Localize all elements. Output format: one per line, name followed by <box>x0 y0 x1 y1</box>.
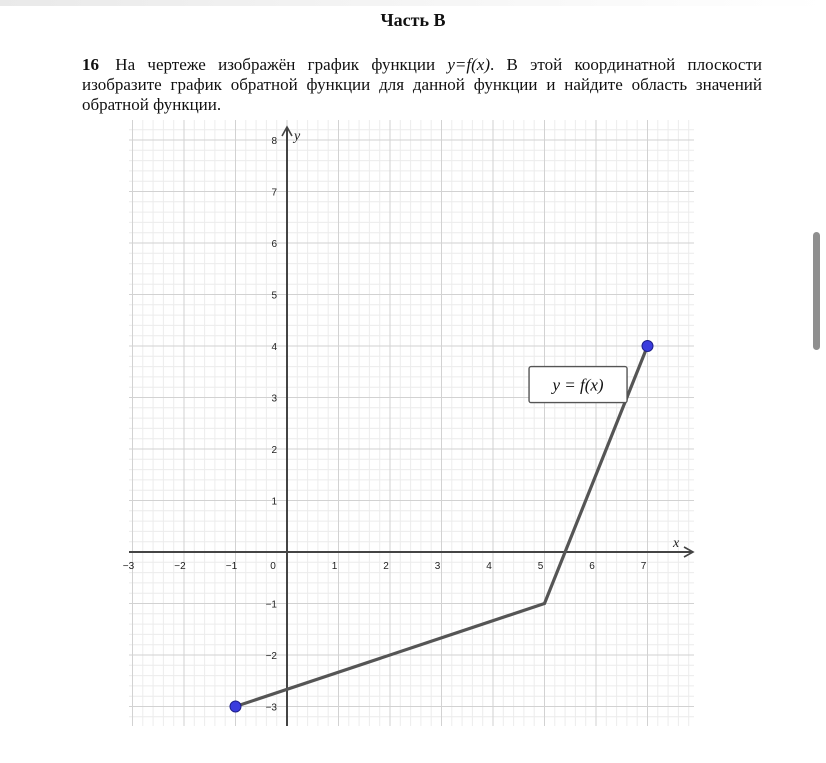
grid-minor <box>129 120 694 726</box>
y-tick-label: −1 <box>265 599 277 611</box>
x-tick-label: 3 <box>434 561 441 572</box>
problem-number: 16 <box>82 55 99 74</box>
endpoint-marker <box>642 341 653 352</box>
y-axis-label: y <box>294 129 301 144</box>
x-tick-label: −1 <box>225 561 238 572</box>
x-tick-label: −2 <box>174 561 186 572</box>
y-tick-label: 1 <box>271 496 277 508</box>
y-tick-label: 6 <box>271 239 277 250</box>
x-tick-label: 4 <box>486 561 492 572</box>
grid-major <box>129 120 694 726</box>
y-tick-label: 5 <box>271 290 277 302</box>
section-title: Часть В <box>380 10 446 30</box>
y-tick-label: −2 <box>265 651 277 662</box>
y-tick-label: 2 <box>271 445 277 456</box>
x-tick-label: 7 <box>640 561 647 572</box>
x-tick-label: 5 <box>537 561 544 572</box>
y-tick-label: −3 <box>265 702 277 714</box>
scrollbar-thumb[interactable] <box>813 232 820 350</box>
function-label-text: y = f(x) <box>552 375 604 395</box>
y-tick-label: 7 <box>271 187 277 199</box>
function-expression: y=f(x) <box>447 55 490 74</box>
y-tick-label: 4 <box>271 342 277 353</box>
y-tick-label: 8 <box>271 136 277 147</box>
x-tick-label: −3 <box>122 561 135 572</box>
problem-text-part2: . В этой координатной плоскости изобразите график обратной функции для данной функции и найдите область значений обратной функции. <box>82 55 762 114</box>
x-tick-label: 1 <box>331 561 338 572</box>
function-label <box>529 367 627 403</box>
y-tick-label: 3 <box>271 393 277 405</box>
x-axis-label: x <box>673 536 680 551</box>
x-tick-label: 6 <box>589 561 595 572</box>
x-tick-label: 0 <box>270 561 276 572</box>
problem-text-part1: На чертеже изображён график функции <box>115 55 448 74</box>
x-tick-label: 2 <box>383 561 389 572</box>
endpoint-marker <box>230 701 241 712</box>
